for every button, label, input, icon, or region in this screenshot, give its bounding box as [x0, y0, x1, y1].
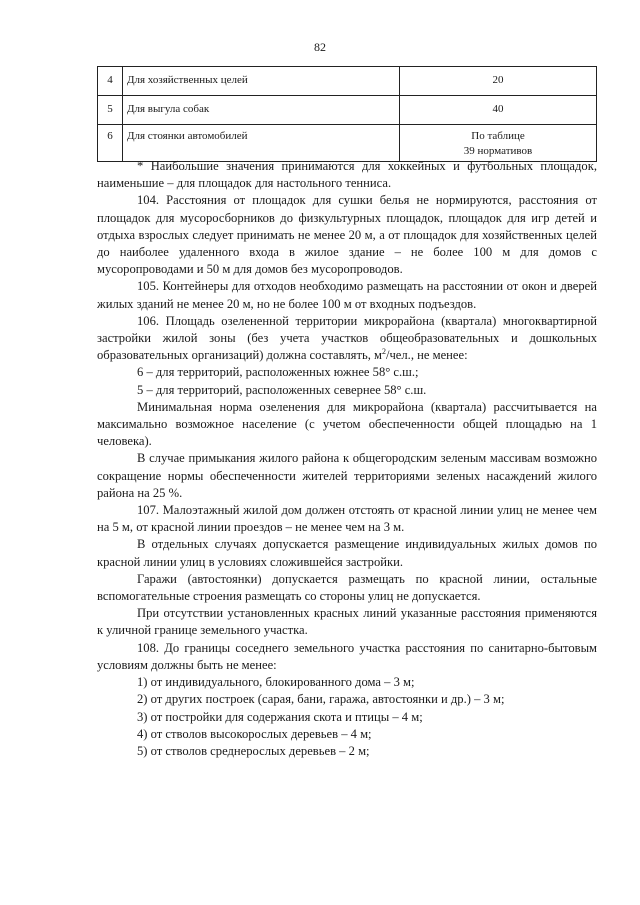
footnote: * Наибольшие значения принимаются для хоккейных и футбольных площадок, наименьшие – для площадок для настольного тенниса. — [97, 159, 597, 191]
paragraph-individual-houses: В отдельных случаях допускается размещение индивидуальных жилых домов по красной линии улиц в условиях сложившейся застройки. — [97, 537, 597, 569]
paragraph-garages: Гаражи (автостоянки) допускается размещать по красной линии, остальные вспомогательные строения размещать со стороны улиц не допускается. — [97, 571, 597, 604]
paragraph-106-text: 106. Площадь озелененной территории микрорайона (квартала) многоквартирной застройки жилой зоны (без учета участков общеобразовательных и дошкольных образовательных организаций) должна составлять, м — [97, 313, 597, 363]
paragraph-no-red-lines: При отсутствии установленных красных линий указанные расстояния применяются к уличной границе земельного участка. — [97, 606, 597, 638]
row-purpose: Для стоянки автомобилей — [123, 125, 400, 162]
row-purpose: Для хозяйственных целей — [123, 67, 400, 96]
paragraph-106-unit-tail: /чел., не менее: — [385, 348, 468, 363]
row-number: 4 — [98, 67, 123, 96]
row-value-line2: 39 нормативов — [463, 145, 533, 157]
paragraph-104: 104. Расстояния от площадок для сушки белья не нормируются, расстояния от площадок для мусоросборников до физкультурных площадок, площадок для игр детей и отдыха взрослых следует принимать не менее 20 м, а от площадок для хозяйственных целей до наиболее удаленного входа в жилое здание – не более 100 м для домов с мусоропроводами и 50 м для домов без мусоропроводов. — [97, 193, 597, 277]
list-item: 4) от стволов высокорослых деревьев – 4 м; — [137, 726, 372, 741]
row-value-line1: По таблице — [471, 130, 525, 142]
norms-table — [97, 66, 597, 162]
list-item: 2) от других построек (сарая, бани, гаража, автостоянки и др.) – 3 м; — [137, 692, 505, 707]
paragraph-105: 105. Контейнеры для отходов необходимо размещать на расстоянии от окон и дверей жилых зданий не менее 20 м, но не более 100 м от входных подъездов. — [97, 279, 597, 311]
list-item: 5) от стволов среднерослых деревьев – 2 м; — [137, 743, 370, 758]
list-item: 6 – для территорий, расположенных южнее 58° с.ш.; — [137, 365, 419, 380]
table-row — [98, 67, 597, 96]
row-value — [400, 125, 597, 162]
unit-superscript: 2 — [381, 347, 386, 357]
row-value: 20 — [400, 67, 597, 96]
list-item: 5 – для территорий, расположенных севернее 58° с.ш. — [137, 382, 427, 397]
paragraph-108: 108. До границы соседнего земельного участка расстояния по санитарно-бытовым условиям должны быть не менее: — [97, 640, 597, 672]
table-row — [98, 125, 597, 162]
row-value: 40 — [400, 96, 597, 125]
list-item: 3) от постройки для содержания скота и птицы – 4 м; — [137, 709, 423, 724]
paragraph-min-norm: Минимальная норма озеленения для микрорайона (квартала) рассчитывается на максимально возможное население (с учетом обеспеченности общей площадью на 1 человека). — [97, 399, 597, 449]
row-number: 5 — [98, 96, 123, 125]
paragraph-adjacent-green: В случае примыкания жилого района к общегородским зеленым массивам возможно сокращение нормы обеспеченности жителей территориями зеленых насаждений жилого района на 25 %. — [97, 451, 597, 500]
table-row — [98, 96, 597, 125]
document-body — [97, 158, 597, 760]
paragraph-106 — [97, 313, 597, 365]
paragraph-107: 107. Малоэтажный жилой дом должен отстоять от красной линии улиц не менее чем на 5 м, от красной линии проездов – не менее чем на 3 м. — [97, 503, 597, 535]
row-purpose: Для выгула собак — [123, 96, 400, 125]
list-item: 1) от индивидуального, блокированного дома – 3 м; — [137, 675, 415, 690]
page-number: 82 — [314, 40, 326, 54]
row-number: 6 — [98, 125, 123, 162]
